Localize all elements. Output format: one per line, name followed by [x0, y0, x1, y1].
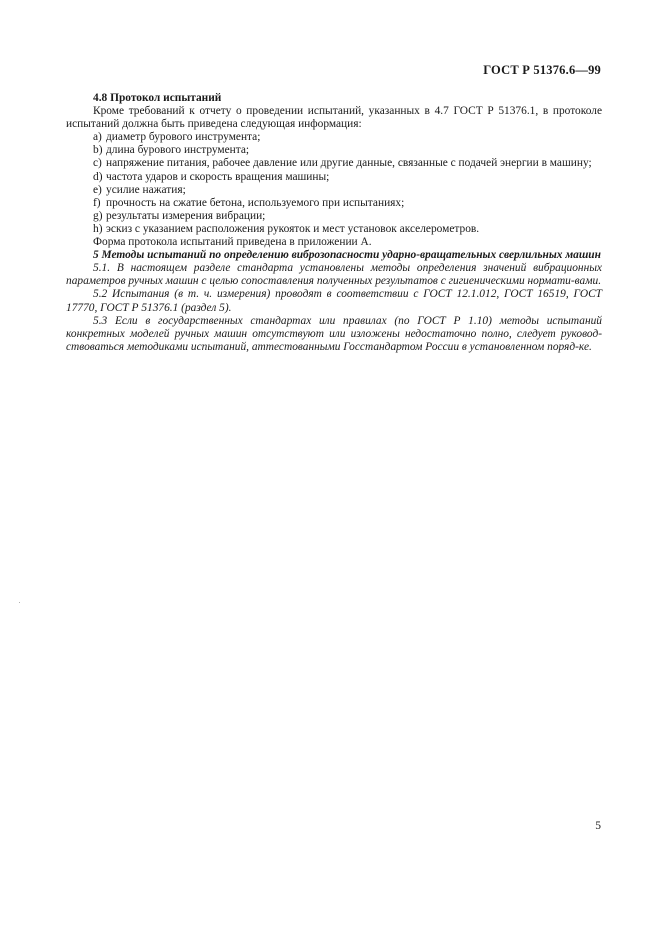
- list-marker: g): [93, 209, 103, 222]
- list-marker: h): [93, 222, 103, 235]
- list-item-text: частота ударов и скорость вращения машины;: [106, 170, 330, 183]
- list-item-text: напряжение питания, рабочее давление или другие данные, связанные с подачей энергии в машину;: [106, 157, 592, 170]
- page-number: 5: [595, 820, 601, 832]
- list-marker: d): [93, 170, 103, 183]
- list-item-e: [66, 184, 602, 197]
- list-marker: e): [93, 183, 102, 196]
- list-item-g: [66, 210, 602, 223]
- list-item-d: [66, 171, 602, 184]
- section-4-8-title: 4.8 Протокол испытаний: [93, 92, 222, 104]
- list-item-a: [66, 131, 602, 144]
- list-item-f: [66, 197, 602, 210]
- list-item-b: [66, 144, 602, 157]
- list-item-c: [66, 157, 602, 170]
- list-item-text: диаметр бурового инструмента;: [106, 131, 261, 144]
- section-4-8-closing: Форма протокола испытаний приведена в приложении А.: [93, 236, 372, 249]
- section-5-title: 5 Методы испытаний по определению виброзопасности ударно-вращательных сверлильных машин: [93, 249, 601, 262]
- section-5-2-paragraph: 5.2 Испытания (в т. ч. измерения) проводят в соответствии с ГОСТ 12.1.012, ГОСТ 16519, ГОСТ 17770, ГОСТ Р 51376.1 (раздел 5).: [66, 288, 602, 314]
- scan-speck: [19, 602, 20, 603]
- document-code: ГОСТ Р 51376.6—99: [483, 63, 601, 77]
- list-item-text: усилие нажатия;: [106, 183, 186, 196]
- list-item-text: прочность на сжатие бетона, используемого при испытаниях;: [106, 196, 405, 209]
- document-body: [66, 92, 602, 354]
- section-5-1-paragraph: 5.1. В настоящем разделе стандарта установлены методы определения значений вибрационных параметров ручных машин с целью сопоставления полученных результатов с гигиеническими нормати-вами.: [66, 262, 602, 288]
- section-4-8-intro: Кроме требований к отчету о проведении испытаний, указанных в 4.7 ГОСТ Р 51376.1, в протоколе испытаний должна быть приведена следующая информация:: [66, 105, 602, 131]
- section-5-3-paragraph: 5.3 Если в государственных стандартах или правилах (по ГОСТ Р 1.10) методы испытаний конкретных моделей ручных машин отсутствуют или изложены недостаточно полно, следует руковод-ствоваться методиками испытаний, аттестованными Госстандартом России в установленном поряд-ке.: [66, 314, 602, 353]
- list-item-text: результаты измерения вибрации;: [106, 209, 266, 222]
- list-item-text: длина бурового инструмента;: [106, 144, 250, 157]
- list-item-text: эскиз с указанием расположения рукояток и мест установок акселерометров.: [106, 222, 480, 235]
- list-marker: f): [93, 196, 101, 209]
- list-marker: b): [93, 144, 103, 157]
- list-item-h: [66, 223, 602, 236]
- list-marker: a): [93, 131, 102, 144]
- list-marker: c): [93, 157, 102, 170]
